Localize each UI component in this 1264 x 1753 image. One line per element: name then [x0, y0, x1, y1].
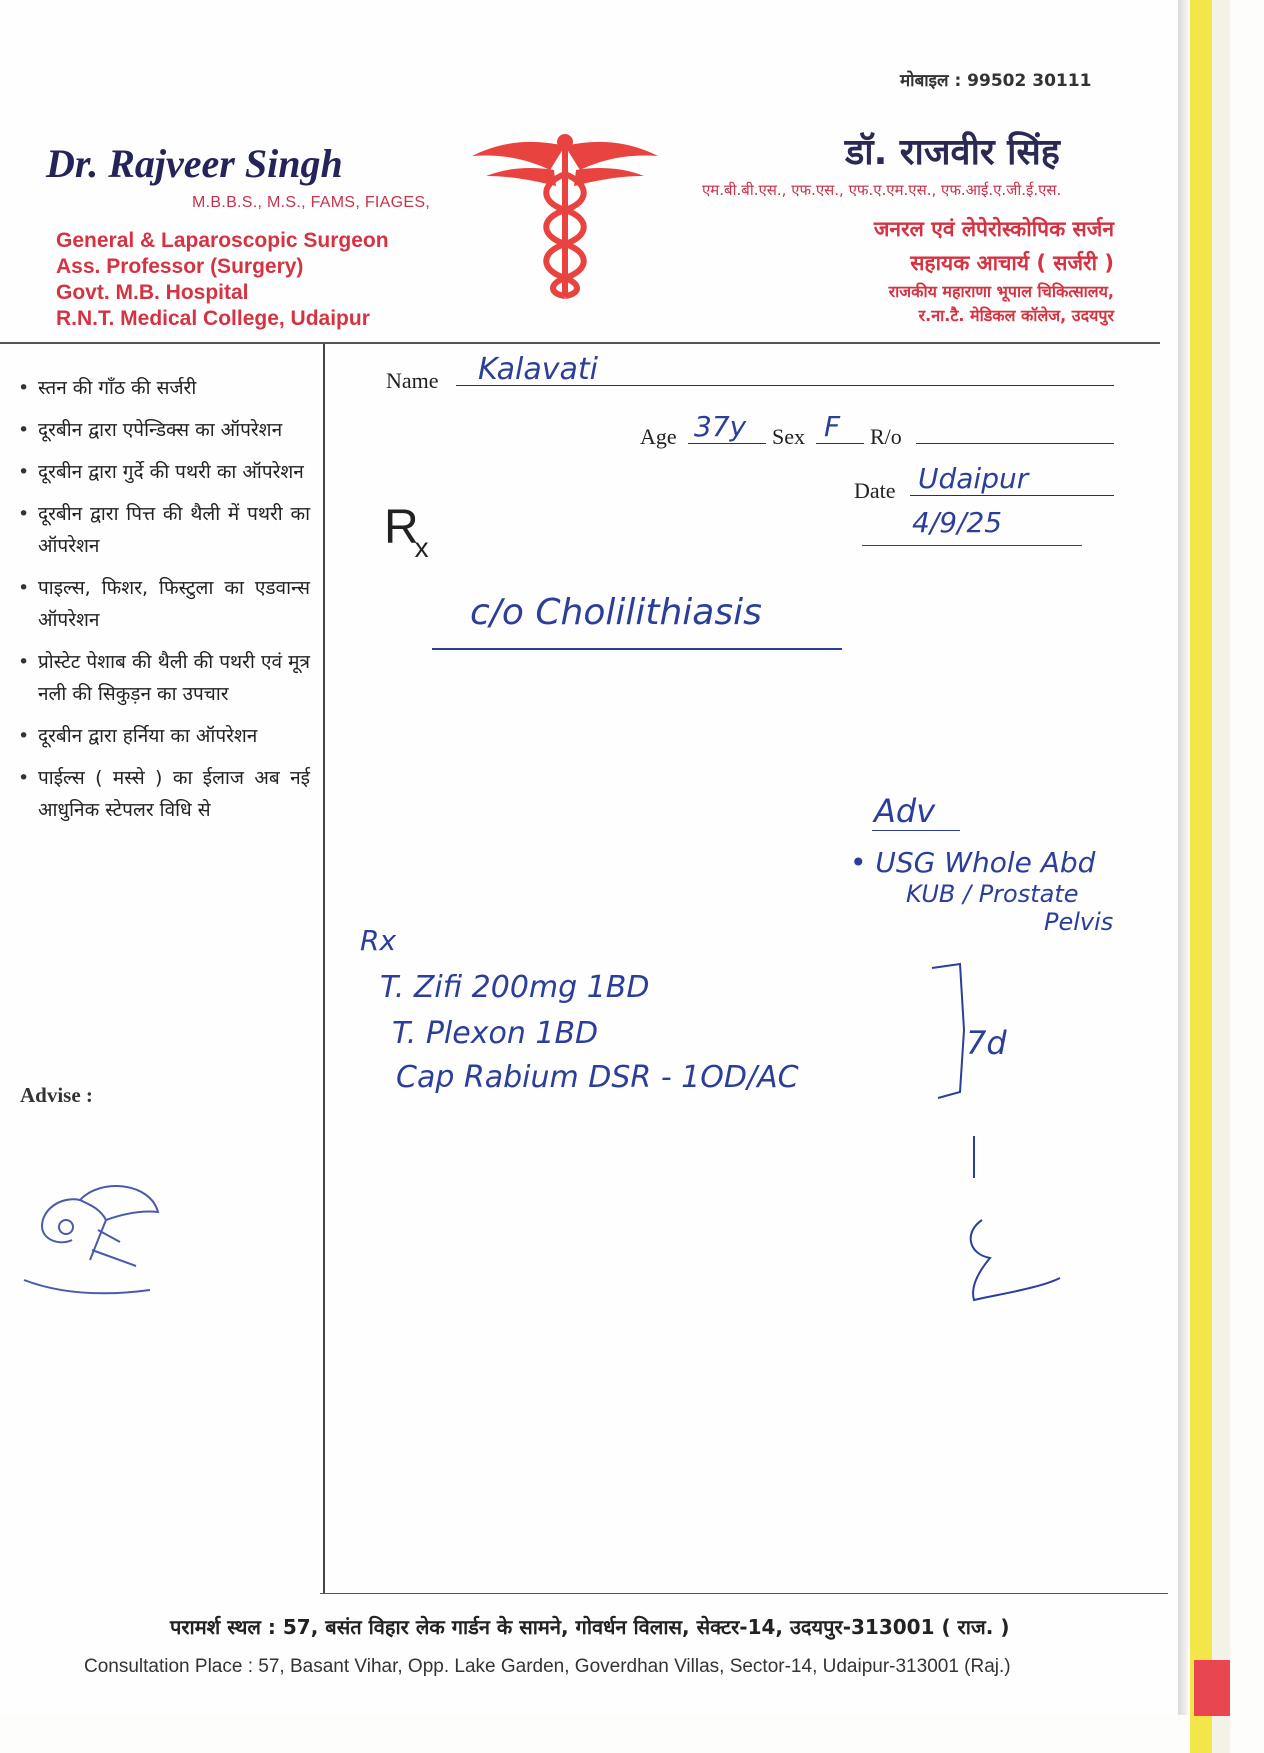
page-edge-shadow — [1178, 0, 1188, 1715]
doctor-degrees-english: M.B.B.S., M.S., FAMS, FIAGES, — [192, 194, 431, 211]
service-item: • दूरबीन द्वारा गुर्दे की पथरी का ऑपरेशन — [14, 456, 310, 488]
caduceus-logo-icon — [470, 128, 660, 308]
doctor-name-hindi: डॉ. राजवीर सिंह — [845, 132, 1060, 173]
service-item: • दूरबीन द्वारा एपेन्डिक्स का ऑपरेशन — [14, 414, 310, 446]
advice-line: • USG Whole Abd — [850, 846, 1096, 879]
advice-line: KUB / Prostate — [906, 880, 1079, 908]
designation-english — [56, 228, 389, 332]
complaint-underline — [432, 648, 842, 650]
medicine-line: T. Zifi 200mg 1BD — [380, 970, 650, 1005]
medicine-line: T. Plexon 1BD — [392, 1016, 599, 1051]
advice-heading: Adv — [874, 792, 936, 830]
designation-line: Govt. M.B. Hospital — [56, 281, 249, 304]
residence-line — [916, 443, 1114, 444]
service-item: • प्रोस्टेट पेशाब की थैली की पथरी एवं मूत्र नली की सिकुड़न का उपचार — [14, 646, 310, 710]
date-underline — [862, 545, 1082, 546]
doctor-degrees-hindi: एम.बी.बी.एस., एफ.एस., एफ.ए.एम.एस., एफ.आई.ए.जी.ई.एस. — [702, 181, 1062, 199]
footer-address-hindi: परामर्श स्थल : 57, बसंत विहार लेक गार्डन के सामने, गोवर्धन विलास, सेक्टर-14, उदयपुर-313001 ( राज. ) — [170, 1615, 1010, 1639]
advise-label: Advise : — [20, 1083, 93, 1107]
name-label: Name — [386, 368, 439, 393]
age-label: Age — [640, 424, 677, 449]
designation-line: General & Laparoscopic Surgeon — [56, 229, 389, 252]
advice-underline — [872, 830, 960, 831]
patient-age: 37y — [694, 410, 747, 443]
service-item: • दूरबीन द्वारा हर्निया का ऑपरेशन — [14, 720, 310, 752]
designation-hindi — [874, 212, 1114, 328]
doctor-signature — [960, 1130, 1070, 1310]
residence-label: R/o — [870, 424, 902, 449]
medicine-line: Cap Rabium DSR - 1OD/AC — [396, 1060, 799, 1095]
designation-hindi-line: सहायक आचार्य ( सर्जरी ) — [910, 251, 1114, 275]
rx-symbol-x: x — [414, 532, 429, 563]
service-item: • पाईल्स ( मस्से ) का ईलाज अब नई आधुनिक स्टेपलर विधि से — [14, 762, 310, 826]
advice-line: Pelvis — [1044, 908, 1114, 936]
date-line — [910, 495, 1114, 496]
designation-line: R.N.T. Medical College, Udaipur — [56, 307, 370, 330]
service-item: • स्तन की गाँठ की सर्जरी — [14, 372, 310, 404]
duration: 7d — [966, 1024, 1007, 1062]
sex-label: Sex — [772, 424, 805, 449]
patient-name: Kalavati — [478, 352, 598, 387]
header-divider — [0, 342, 1160, 344]
date-label: Date — [854, 478, 896, 503]
doctor-name-english: Dr. Rajveer Singh — [46, 141, 343, 186]
stamp-scribble — [20, 1170, 170, 1310]
service-item: • पाइल्स, फिशर, फिस्टुला का एडवान्स ऑपरेशन — [14, 572, 310, 636]
date-value — [912, 506, 1002, 539]
date-text: 4/9/25 — [912, 506, 1003, 539]
medicine-bracket — [930, 960, 970, 1100]
chief-complaint: c/o Cholilithiasis — [470, 592, 762, 633]
footer-address-english: Consultation Place : 57, Basant Vihar, Opp. Lake Garden, Goverdhan Villas, Sector-14, Udaipur-313001 (Raj.) — [84, 1656, 1011, 1677]
place-value: Udaipur — [918, 462, 1029, 495]
footer-divider — [320, 1593, 1168, 1594]
rx-symbol-icon — [384, 500, 433, 563]
services-list — [14, 372, 310, 836]
patient-sex: F — [824, 410, 841, 443]
page-edge-white — [1212, 0, 1230, 1753]
rx-heading: Rx — [360, 924, 397, 957]
designation-hindi-line: र.ना.टै. मेडिकल कॉलेज, उदयपुर — [918, 306, 1114, 325]
sex-line — [816, 443, 864, 444]
page-edge-yellow — [1190, 0, 1212, 1753]
age-line — [688, 443, 766, 444]
page-edge-red — [1194, 1660, 1230, 1716]
mobile-number: मोबाइल : 99502 30111 — [900, 71, 1092, 91]
rx-symbol-r: R — [384, 501, 419, 554]
sidebar-divider — [323, 344, 325, 1594]
designation-hindi-line: राजकीय महाराणा भूपाल चिकित्सालय, — [888, 282, 1114, 301]
designation-line: Ass. Professor (Surgery) — [56, 255, 304, 278]
service-item: • दूरबीन द्वारा पित्त की थैली में पथरी का ऑपरेशन — [14, 498, 310, 562]
designation-hindi-line: जनरल एवं लेपेरोस्कोपिक सर्जन — [873, 217, 1114, 241]
